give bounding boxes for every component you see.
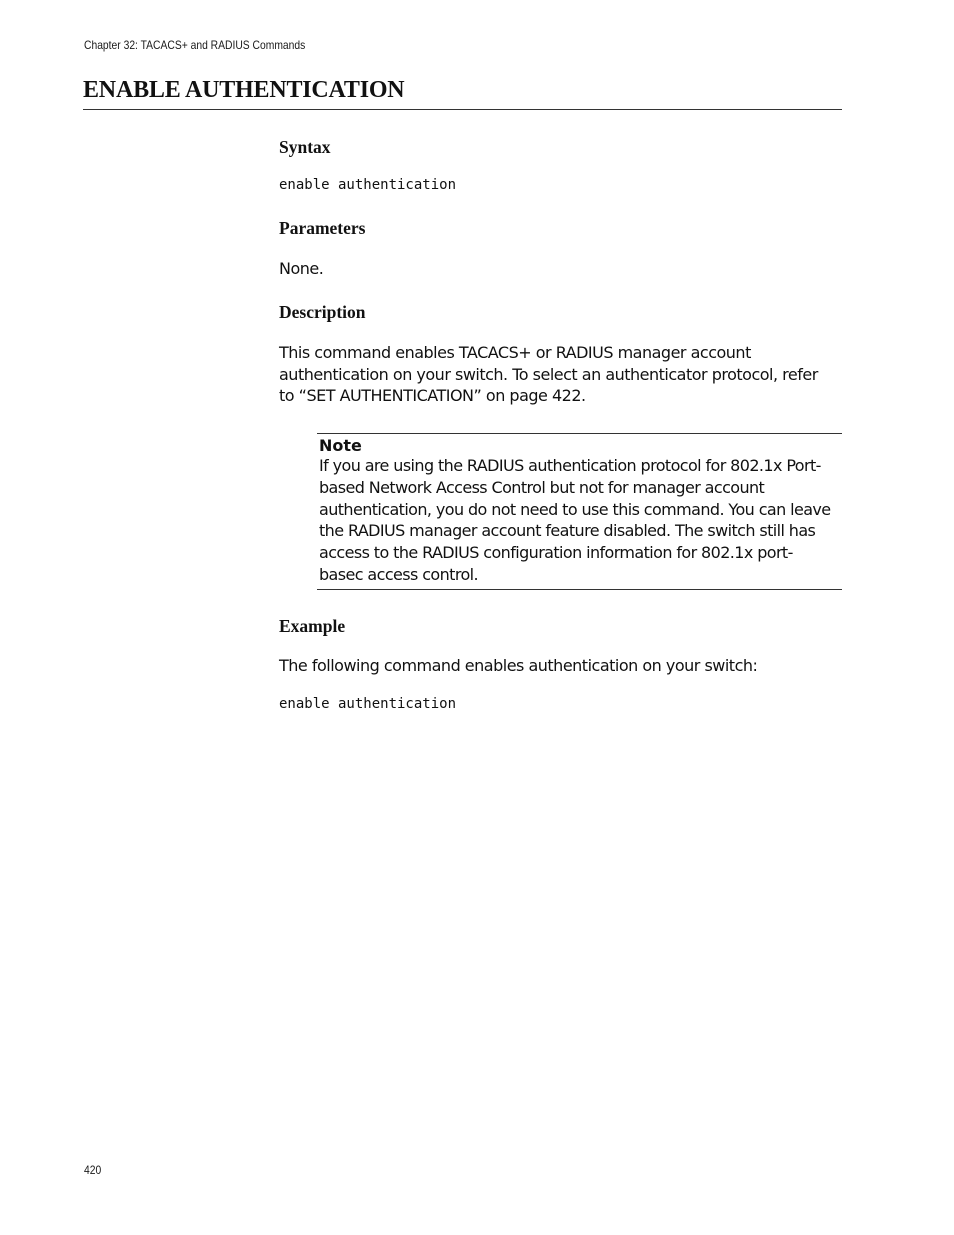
running-header: Chapter 32: TACACS+ and RADIUS Commands [84, 38, 306, 52]
example-heading: Example [279, 616, 346, 636]
note-line: authentication, you do not need to use this command. You can leave [319, 499, 831, 519]
note-line: basec access control. [319, 564, 478, 584]
note-body [319, 455, 842, 586]
parameters-heading: Parameters [279, 218, 366, 238]
page-title: ENABLE AUTHENTICATION [83, 77, 405, 103]
page-number: 420 [84, 1163, 102, 1177]
description-heading: Description [279, 302, 366, 322]
note-line: the RADIUS manager account feature disabled. The switch still has [319, 521, 816, 541]
note-line: based Network Access Control but not for manager account [319, 477, 765, 497]
description-line: to “SET AUTHENTICATION” on page 422. [279, 386, 586, 405]
example-code: enable authentication [279, 696, 457, 712]
syntax-code: enable authentication [279, 177, 457, 193]
note-box [317, 433, 842, 590]
description-text [279, 342, 844, 407]
note-title: Note [319, 436, 362, 455]
parameters-text: None. [279, 259, 324, 278]
example-text: The following command enables authentication on your switch: [279, 656, 758, 675]
note-line: access to the RADIUS configuration information for 802.1x port- [319, 543, 793, 563]
description-line: This command enables TACACS+ or RADIUS manager account [279, 343, 751, 362]
title-rule [83, 109, 842, 110]
note-line: If you are using the RADIUS authentication protocol for 802.1x Port- [319, 456, 821, 475]
description-line: authentication on your switch. To select an authenticator protocol, refer [279, 364, 818, 384]
syntax-heading: Syntax [279, 137, 331, 157]
